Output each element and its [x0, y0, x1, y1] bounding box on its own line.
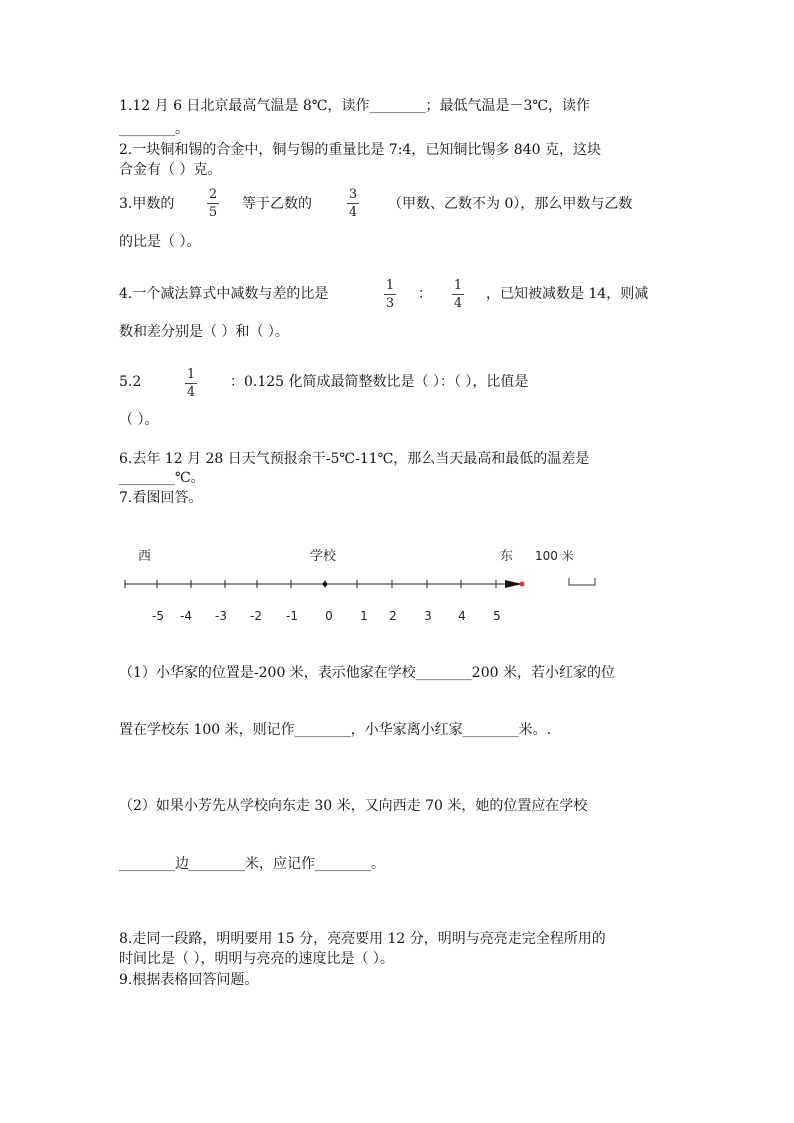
q3-line2: 的比是（ ）。	[119, 234, 201, 250]
q3-frac1-numerator: 2	[208, 187, 218, 202]
q4-colon: ：	[418, 286, 432, 302]
q3-fraction-1	[206, 187, 220, 220]
tick-label: 4	[458, 609, 466, 623]
arrow-tip-dot	[520, 582, 525, 587]
q7-sub2-line1: （2）如果小芳先从学校向东走 30 米，又向西走 70 米，她的位置应在学校	[119, 798, 588, 814]
fraction-bar	[347, 203, 359, 204]
q5-frac-denominator: 4	[186, 385, 196, 400]
q4-frac1-denominator: 3	[385, 296, 395, 311]
q7-sub1-line2: 置在学校东 100 米，则记作________，小华家离小红家________米。.	[119, 722, 552, 738]
q5-part1: 5.2	[119, 374, 142, 390]
q5-line2: （ ）。	[119, 412, 159, 428]
west-label: 西	[138, 549, 152, 564]
q7-sub1-line1: （1）小华家的位置是-200 米，表示他家在学校________200 米，若小红家的位	[119, 665, 615, 681]
q4-line2: 数和差分别是（ ）和（ ）。	[119, 324, 289, 340]
fraction-bar	[384, 294, 396, 295]
arrow-head-icon	[505, 580, 522, 588]
q4-part2: ，已知被减数是 14，则减	[486, 286, 649, 302]
tick-label: -4	[180, 609, 192, 623]
q3-fraction-2	[346, 187, 360, 220]
q7-title: 7.看图回答。	[119, 490, 203, 506]
tick-label: -5	[152, 609, 164, 623]
school-label: 学校	[310, 549, 337, 564]
q5-fraction	[184, 367, 198, 400]
tick-label: 2	[389, 609, 397, 623]
fraction-bar	[185, 383, 197, 384]
origin-dot	[323, 582, 328, 587]
q4-fraction-1	[383, 278, 397, 311]
scale-bracket	[569, 578, 595, 585]
fraction-bar	[452, 294, 464, 295]
q3-frac2-numerator: 3	[348, 187, 358, 202]
q8-line2: 时间比是（ ），明明与亮亮的速度比是（ ）。	[119, 951, 394, 967]
q5-part2: ：0.125 化简成最简整数比是（ ）：（ ），比值是	[230, 374, 529, 390]
q6-line1: 6.去年 12 月 28 日天气预报余干-5℃-11℃，那么当天最高和最低的温差是	[119, 451, 590, 467]
q3-frac2-denominator: 4	[348, 205, 358, 220]
fraction-bar	[207, 203, 219, 204]
q4-frac2-denominator: 4	[453, 296, 463, 311]
tick-label: 1	[360, 609, 368, 623]
tick-label: -3	[215, 609, 227, 623]
q2-line2: 合金有（ ）克。	[119, 162, 222, 178]
q1-line2: ________。	[119, 121, 189, 137]
q5-frac-numerator: 1	[186, 367, 196, 382]
tick-label: 0	[325, 609, 333, 623]
tick-label: -2	[250, 609, 262, 623]
q8-line1: 8.走同一段路，明明要用 15 分，亮亮要用 12 分，明明与亮亮走完全程所用的	[119, 931, 606, 947]
q9-title: 9.根据表格回答问题。	[119, 972, 259, 988]
q4-part1: 4.一个减法算式中减数与差的比是	[119, 286, 329, 302]
q4-frac1-numerator: 1	[385, 278, 395, 293]
q3-part2: 等于乙数的	[242, 196, 312, 212]
q4-fraction-2	[451, 278, 465, 311]
q6-line2: ________℃。	[119, 470, 205, 486]
q7-sub2-line2: ________边________米，应记作________。	[119, 856, 385, 872]
q3-part1: 3.甲数的	[119, 196, 175, 212]
tick-label: 5	[493, 609, 501, 623]
number-line-diagram	[110, 540, 610, 635]
scale-label: 100 米	[535, 549, 574, 563]
tick-labels	[152, 609, 501, 623]
tick-label: 3	[424, 609, 432, 623]
q2-line1: 2.一块铜和锡的合金中，铜与锡的重量比是 7:4，已知铜比锡多 840 克，这块	[119, 142, 601, 158]
q3-part3: （甲数、乙数不为 0），那么甲数与乙数	[388, 196, 633, 212]
q4-frac2-numerator: 1	[453, 278, 463, 293]
east-label: 东	[500, 549, 514, 564]
tick-label: -1	[286, 609, 298, 623]
q1-line1: 1.12 月 6 日北京最高气温是 8℃，读作________；最低气温是－3℃，读作	[119, 98, 591, 114]
q3-frac1-denominator: 5	[208, 205, 218, 220]
